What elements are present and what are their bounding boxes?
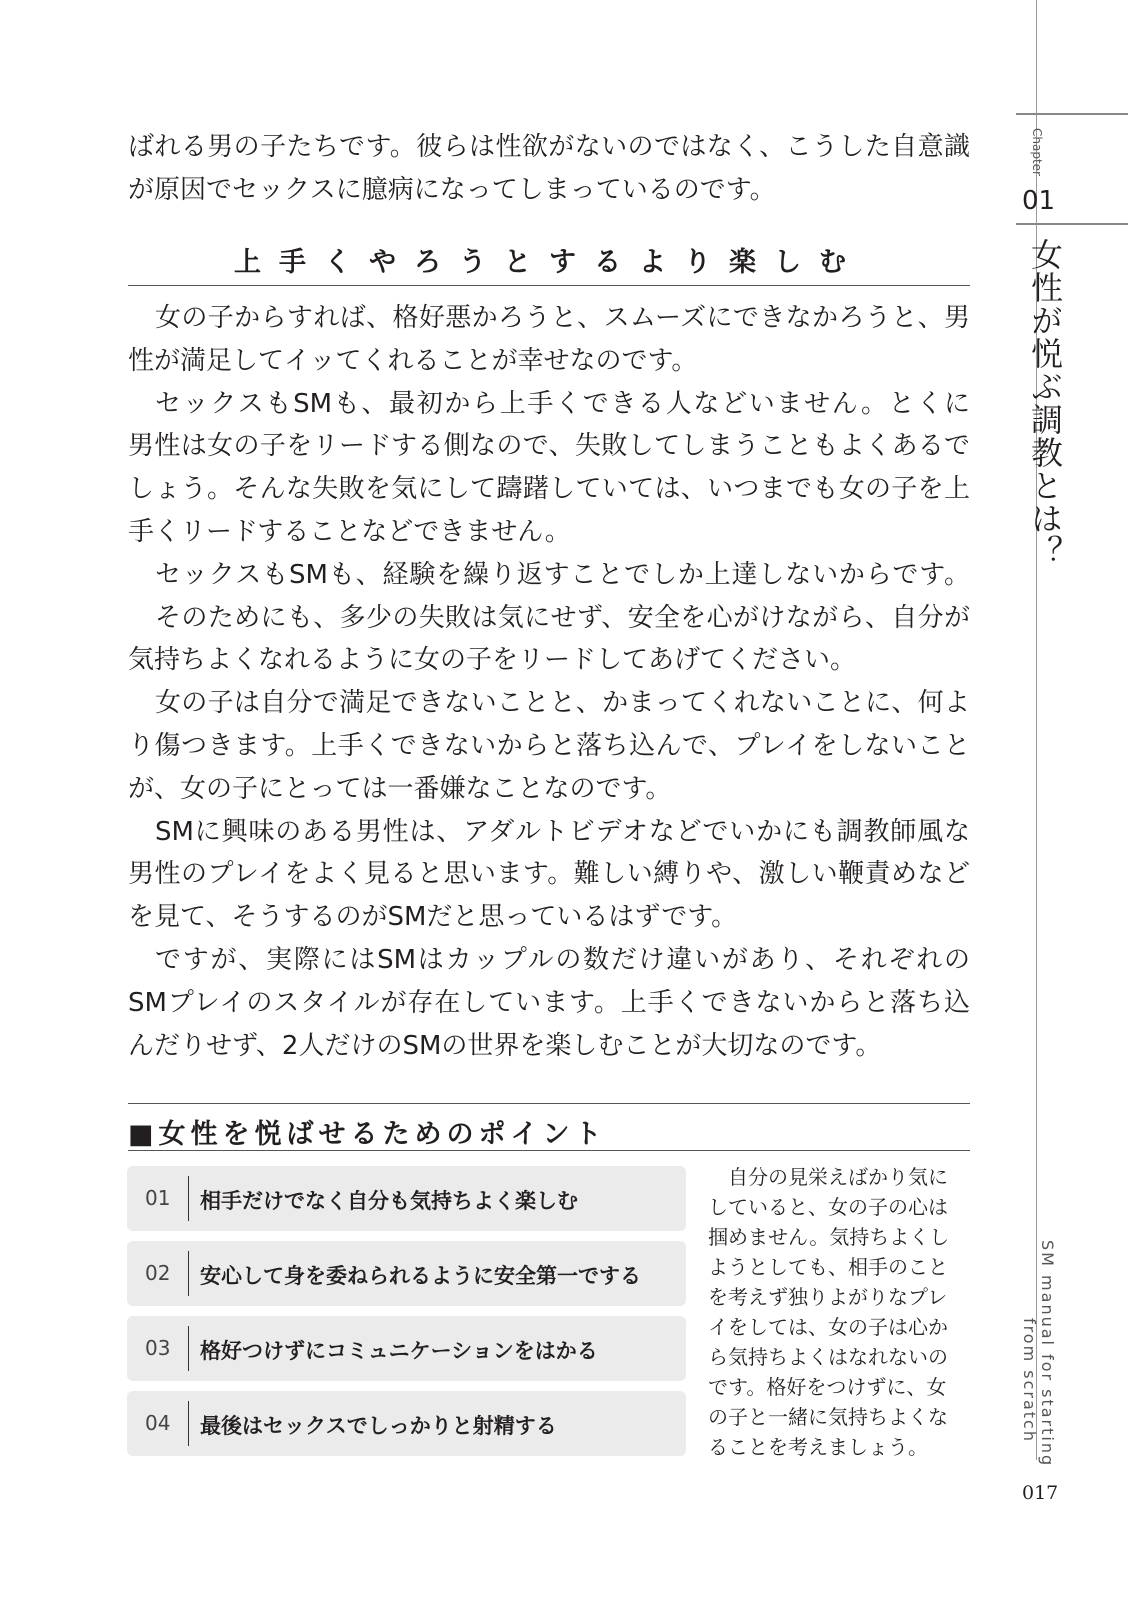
point-text: 最後はセックスでしっかりと射精する <box>200 1414 557 1438</box>
body-line: セックスもSMも、最初から上手くできる人などいません。とくに <box>155 388 970 419</box>
side-note-line: ら気持ちよくはなれないの <box>708 1345 948 1369</box>
body-line: 女の子は自分で満足できないことと、かまってくれないことに、何よ <box>155 688 970 719</box>
section-heading: 上手くやろうとするより楽しむ <box>234 247 864 278</box>
divider <box>188 1176 189 1221</box>
side-note-line: イをしては、女の子は心か <box>708 1315 948 1339</box>
point-item <box>127 1166 686 1231</box>
chapter-number: 01 <box>1022 186 1056 216</box>
body-line: そのためにも、多少の失敗は気にせず、安全を心がけながら、自分が <box>155 602 970 633</box>
side-note-line: 自分の見栄えばかり気に <box>708 1165 948 1189</box>
chapter-title: 女性が悦ぶ調教とは？ <box>1026 238 1064 568</box>
points-top-rule <box>128 1103 970 1104</box>
point-item <box>127 1316 686 1381</box>
body-line: が、女の子にとっては一番嫌なことなのです。 <box>128 773 672 804</box>
chapter-top-rule <box>1016 113 1128 115</box>
points-title: ■女性を悦ばせるためのポイント <box>128 1119 607 1150</box>
heading-rule <box>128 285 970 286</box>
body-line: セックスもSMも、経験を繰り返すことでしか上達しないからです。 <box>155 559 970 590</box>
body-line: ですが、実際にはSMはカップルの数だけ違いがあり、それぞれの <box>155 945 970 975</box>
page-number: 017 <box>1022 1482 1059 1504</box>
body-line: り傷つきます。上手くできないからと落ち込んで、プレイをしないこと <box>128 731 970 761</box>
side-note-line: を考えず独りよがりなプレ <box>708 1285 948 1309</box>
point-item <box>127 1391 686 1456</box>
divider <box>188 1401 189 1446</box>
chapter-bottom-rule <box>1016 223 1128 225</box>
side-note-line: ることを考えましょう。 <box>708 1435 928 1459</box>
body-line: 気持ちよくなれるように女の子をリードしてあげてください。 <box>128 645 857 676</box>
side-note-line: の子と一緒に気持ちよくな <box>708 1405 948 1429</box>
point-number: 01 <box>145 1186 171 1210</box>
point-text: 安心して身を委ねられるように安全第一でする <box>200 1264 641 1288</box>
body-line: しょう。そんな失敗を気にして躊躇していては、いつまでも女の子を上 <box>128 474 970 505</box>
body-line: 女の子からすれば、格好悪かろうと、スムーズにできなかろうと、男 <box>155 303 970 333</box>
chapter-label: Chapter <box>1030 128 1044 176</box>
point-number: 03 <box>145 1336 171 1360</box>
divider <box>188 1326 189 1371</box>
side-note-line: ようとしても、相手のこと <box>708 1255 948 1279</box>
body-line: を見て、そうするのがSMだと思っているはずです。 <box>128 902 738 933</box>
point-number: 04 <box>145 1411 171 1435</box>
body-line: んだりせず、2人だけのSMの世界を楽しむことが大切なのです。 <box>128 1030 882 1061</box>
body-line: SMプレイのスタイルが存在しています。上手くできないからと落ち込 <box>128 987 970 1018</box>
side-note-line: です。格好をつけずに、女 <box>708 1375 947 1399</box>
body-line: 男性は女の子をリードする側なので、失敗してしまうこともよくあるで <box>128 431 970 462</box>
point-text: 格好つけずにコミュニケーションをはかる <box>200 1339 598 1363</box>
points-bottom-rule <box>128 1150 970 1151</box>
side-note-line: 掴めません。気持ちよくし <box>708 1225 950 1249</box>
divider <box>188 1251 189 1296</box>
point-item <box>127 1241 686 1306</box>
side-note-line: していると、女の子の心は <box>708 1195 948 1219</box>
body-line: 性が満足してイッてくれることが幸せなのです。 <box>128 345 698 376</box>
point-number: 02 <box>145 1261 171 1285</box>
body-line: 男性のプレイをよく見ると思います。難しい縛りや、激しい鞭責めなど <box>128 859 970 890</box>
body-line: SMに興味のある男性は、アダルトビデオなどでいかにも調教師風な <box>155 816 970 847</box>
series-title: SM manual for starting from scratch <box>1020 1240 1057 1468</box>
body-line: が原因でセックスに臆病になってしまっているのです。 <box>128 175 776 205</box>
body-line: ばれる男の子たちです。彼らは性欲がないのではなく、こうした自意識 <box>128 132 970 162</box>
point-text: 相手だけでなく自分も気持ちよく楽しむ <box>200 1189 578 1213</box>
body-line: 手くリードすることなどできません。 <box>128 517 571 547</box>
